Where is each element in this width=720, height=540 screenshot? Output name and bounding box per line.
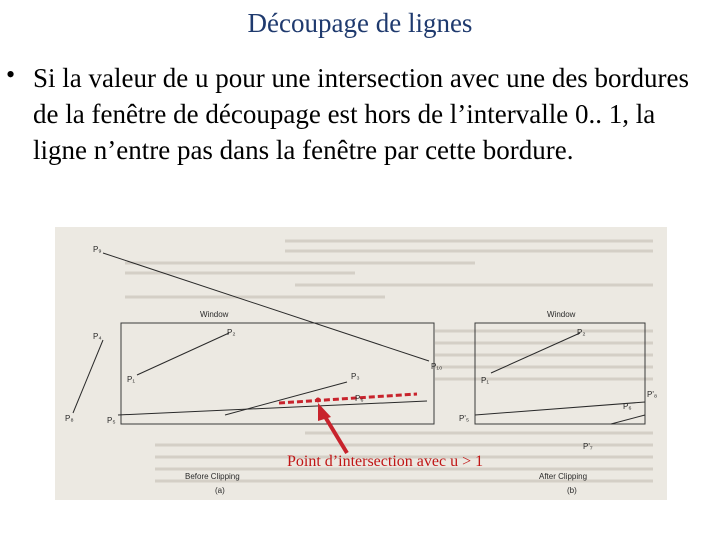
segment-p5-p6 (118, 401, 427, 415)
annotation-label: Point d’intersection avec u > 1 (287, 453, 484, 470)
window-label-before: Window (200, 310, 229, 319)
label-p10: P₁₀ (431, 362, 443, 371)
caption-after: After Clipping (539, 472, 588, 481)
sub-before: (a) (215, 486, 225, 495)
background-text-lines (125, 241, 653, 481)
extension-dotted-line (279, 394, 417, 403)
label-after-p1: P₁ (481, 376, 490, 385)
segment-p9-p10 (103, 253, 429, 361)
clipping-figure (55, 227, 667, 500)
label-p3: P₃ (351, 372, 360, 381)
label-p9: P₉ (93, 245, 102, 254)
segment-after-p7-p8 (611, 415, 645, 424)
label-p2: P₂ (227, 328, 236, 337)
window-label-after: Window (547, 310, 576, 319)
label-after-p8p: P'₈ (647, 390, 658, 399)
sub-after: (b) (567, 486, 577, 495)
segment-p3-p4 (73, 340, 103, 413)
label-after-p5p: P'₅ (459, 414, 470, 423)
caption-before: Before Clipping (185, 472, 240, 481)
bullet-text: Si la valeur de u pour une intersection avec une des bordures de la fenêtre de découpage est hors de l’intervalle 0.. 1, la ligne n’entre pas dans la fenêtre par cette bordure. (33, 63, 690, 165)
label-p4: P₄ (93, 332, 102, 341)
label-after-p7p: P'₇ (583, 442, 593, 451)
label-p6: P₆ (355, 394, 364, 403)
label-p8: P₈ (65, 414, 74, 423)
clip-window-before (121, 323, 434, 424)
bullet-dot: • (6, 60, 16, 89)
slide-title: Découpage de lignes (247, 8, 473, 38)
label-after-p6: P₆ (623, 402, 632, 411)
label-p1: P₁ (127, 375, 136, 384)
label-p5: P₅ (107, 416, 116, 425)
segment-p1-p2 (137, 333, 229, 375)
segment-after-p5-p6 (475, 402, 645, 415)
intersection-point (316, 398, 321, 403)
label-after-p2: P₂ (577, 328, 586, 337)
